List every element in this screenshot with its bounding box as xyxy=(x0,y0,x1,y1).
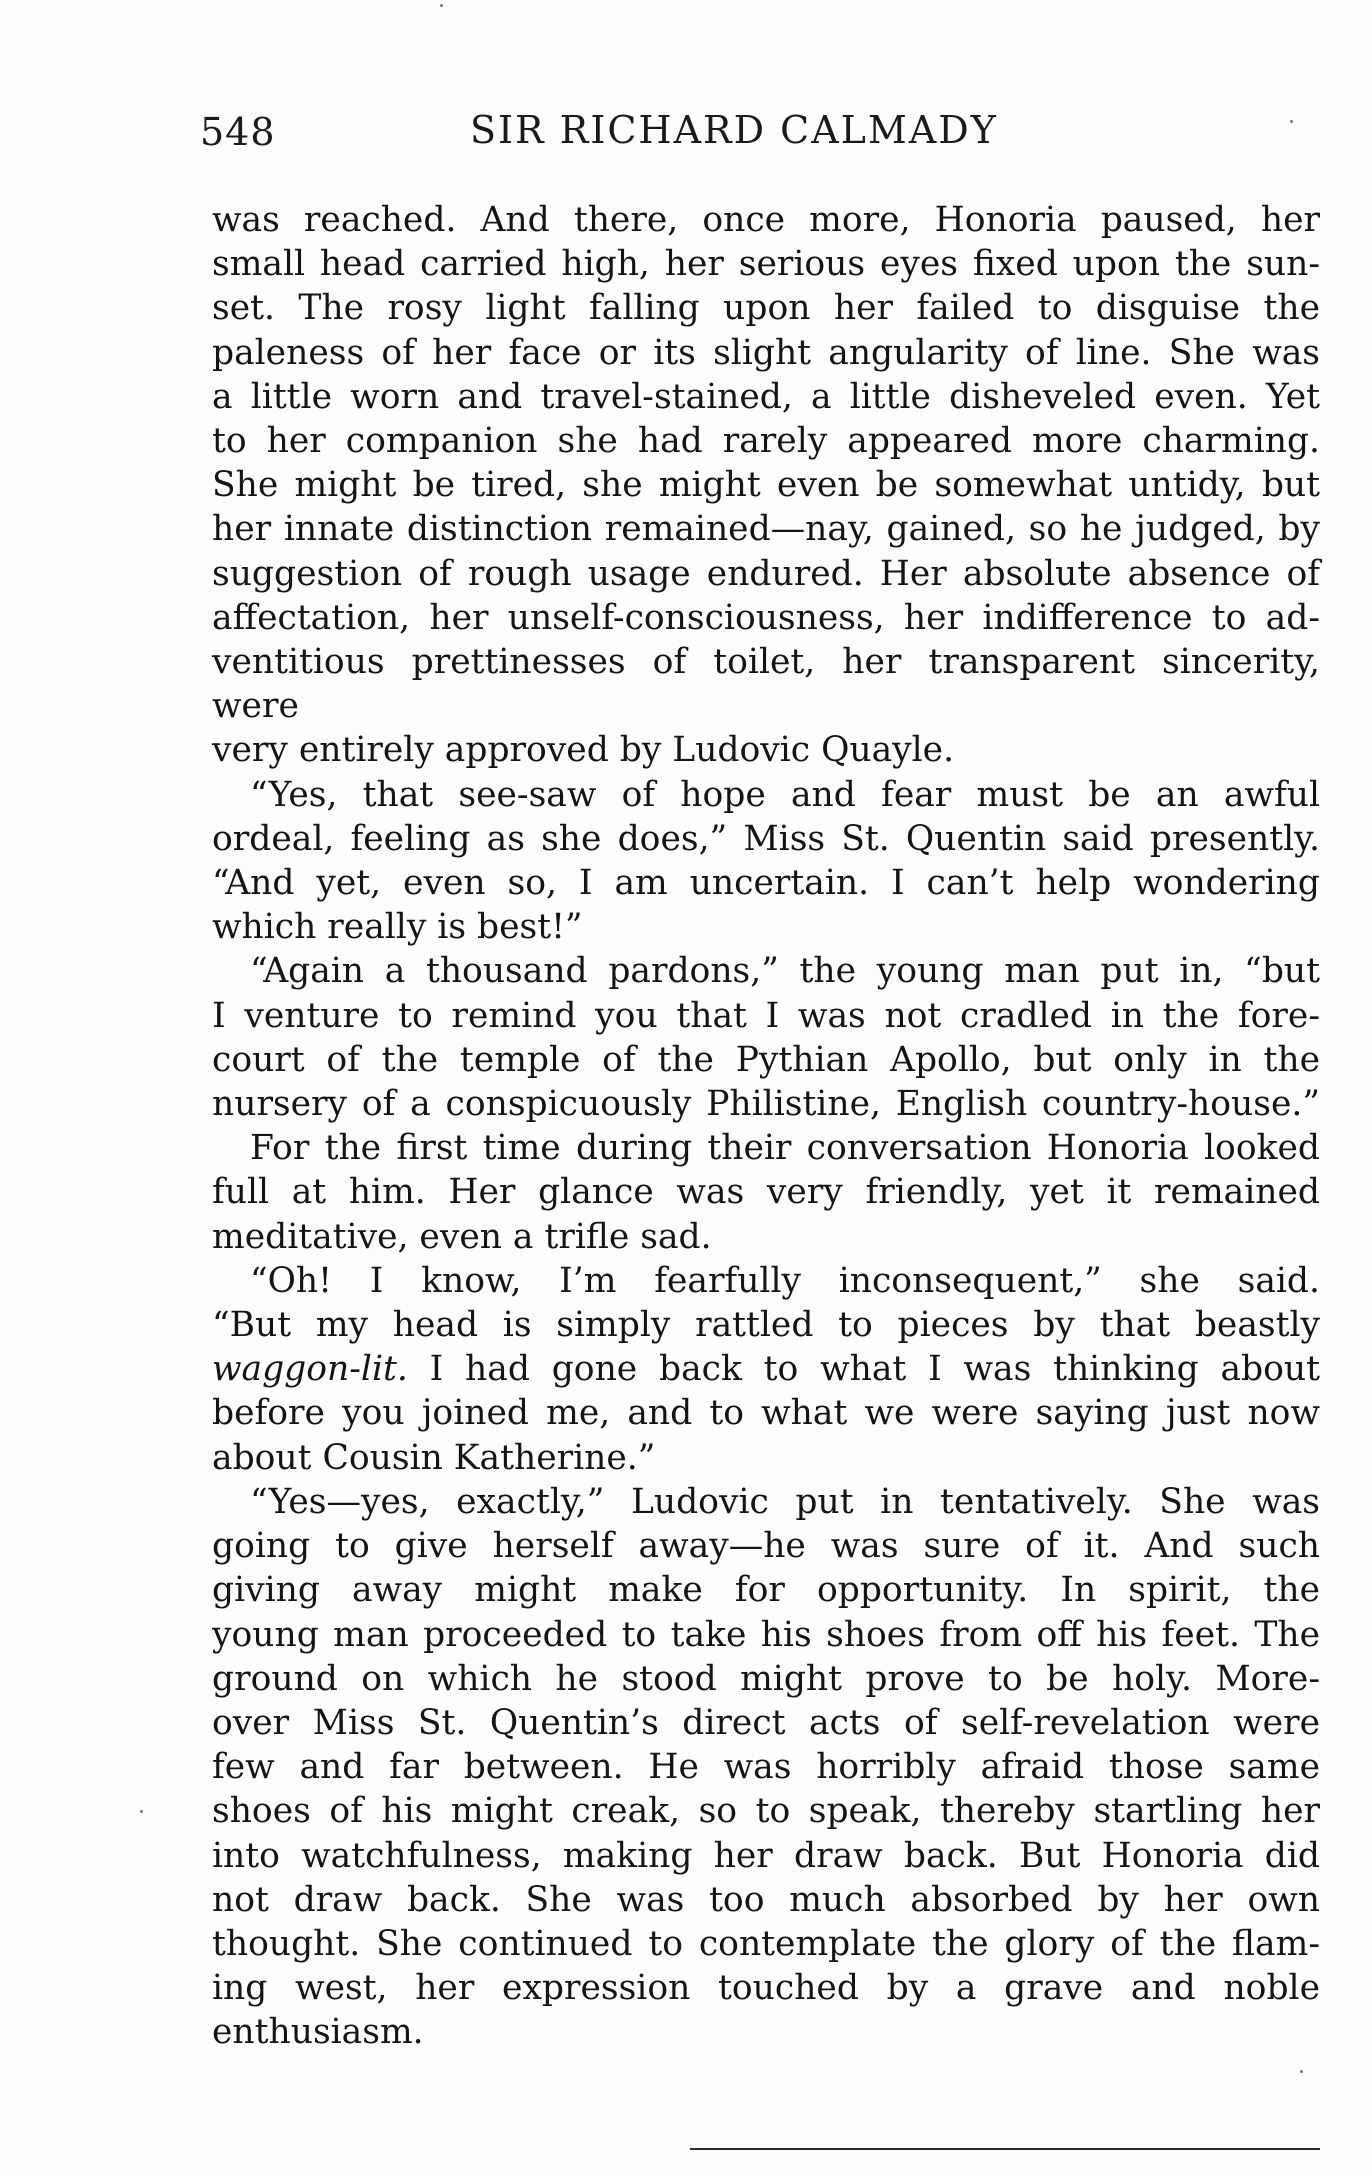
text-line: not draw back. She was too much absorbed by her own xyxy=(212,1879,1320,1920)
scan-speck xyxy=(1300,2070,1303,2073)
scan-speck xyxy=(140,1810,143,1813)
text-line: going to give herself away—he was sure of it. And such xyxy=(212,1526,1320,1567)
paragraph xyxy=(212,198,1320,773)
body-text xyxy=(212,198,1320,2055)
text-line: suggestion of rough usage endured. Her absolute absence of xyxy=(212,553,1320,594)
text-line: before you joined me, and to what we were saying just now xyxy=(212,1393,1320,1434)
text-line: which really is best!” xyxy=(212,907,583,948)
text-line: to her companion she had rarely appeared more charming. xyxy=(212,421,1320,462)
text-line: set. The rosy light falling upon her failed to disguise the xyxy=(212,288,1320,329)
text-line: ordeal, feeling as she does,” Miss St. Quentin said presently. xyxy=(212,818,1320,859)
text-line: “Again a thousand pardons,” the young man put in, “but xyxy=(250,951,1320,992)
text-line: affectation, her unself-consciousness, her indifference to ad- xyxy=(212,597,1320,638)
text-line: very entirely approved by Ludovic Quayle. xyxy=(212,730,955,771)
text-line: was reached. And there, once more, Honoria paused, her xyxy=(212,200,1320,240)
scan-speck xyxy=(1290,120,1293,123)
text-line: young man proceeded to take his shoes from off his feet. The xyxy=(212,1614,1320,1655)
text-line: “But my head is simply rattled to pieces by that beastly xyxy=(212,1305,1320,1346)
text-fragment: I had gone back to what I was thinking about xyxy=(407,1349,1320,1390)
text-line: into watchfulness, making her draw back. But Honoria did xyxy=(212,1835,1320,1876)
bottom-edge-rule xyxy=(690,2148,1320,2150)
paragraph xyxy=(212,949,1320,1126)
text-line: about Cousin Katherine.” xyxy=(212,1437,656,1478)
text-line: giving away might make for opportunity. In spirit, the xyxy=(212,1570,1320,1611)
text-line: For the first time during their conversation Honoria looked xyxy=(250,1128,1320,1169)
scan-speck xyxy=(440,4,443,7)
text-line: nursery of a conspicuously Philistine, English country-house.” xyxy=(212,1084,1320,1125)
text-line xyxy=(212,1347,1320,1391)
text-line: a little worn and travel-stained, a little disheveled even. Yet xyxy=(212,376,1320,417)
text-line: ventitious prettinesses of toilet, her transparent sincerity, were xyxy=(212,642,1320,727)
text-line: paleness of her face or its slight angularity of line. She was xyxy=(212,332,1320,373)
italic-word: waggon-lit. xyxy=(212,1349,408,1390)
text-line: small head carried high, her serious eyes fixed upon the sun- xyxy=(212,244,1320,285)
text-line: full at him. Her glance was very friendly, yet it remained xyxy=(212,1172,1320,1213)
text-line: her innate distinction remained—nay, gained, so he judged, by xyxy=(212,509,1320,550)
page-number: 548 xyxy=(200,110,276,154)
text-line: “And yet, even so, I am uncertain. I can’t help wondering xyxy=(212,863,1320,904)
running-title: SIR RICHARD CALMADY xyxy=(470,108,998,152)
text-line: shoes of his might creak, so to speak, thereby startling her xyxy=(212,1791,1320,1832)
paragraph xyxy=(212,1259,1320,1480)
paragraph xyxy=(212,1126,1320,1259)
paragraph xyxy=(212,1480,1320,2055)
text-line: meditative, even a trifle sad. xyxy=(212,1216,712,1257)
page-header xyxy=(200,108,1320,168)
text-line: enthusiasm. xyxy=(212,2012,424,2053)
text-line: thought. She continued to contemplate the glory of the flam- xyxy=(212,1923,1320,1964)
text-line: court of the temple of the Pythian Apollo, but only in the xyxy=(212,1039,1320,1080)
text-line: I venture to remind you that I was not cradled in the fore- xyxy=(212,995,1320,1036)
text-line: ing west, her expression touched by a grave and noble xyxy=(212,1968,1320,2009)
text-line: “Yes, that see-saw of hope and fear must be an awful xyxy=(250,774,1320,815)
text-line: over Miss St. Quentin’s direct acts of self-revelation were xyxy=(212,1702,1320,1743)
paragraph xyxy=(212,773,1320,950)
text-line: few and far between. He was horribly afraid those same xyxy=(212,1747,1320,1788)
text-line: ground on which he stood might prove to be holy. More- xyxy=(212,1658,1320,1699)
text-line: “Oh! I know, I’m fearfully inconsequent,” she said. xyxy=(250,1260,1320,1301)
text-line: She might be tired, she might even be somewhat untidy, but xyxy=(212,465,1320,506)
text-line: “Yes—yes, exactly,” Ludovic put in tentatively. She was xyxy=(250,1481,1320,1522)
